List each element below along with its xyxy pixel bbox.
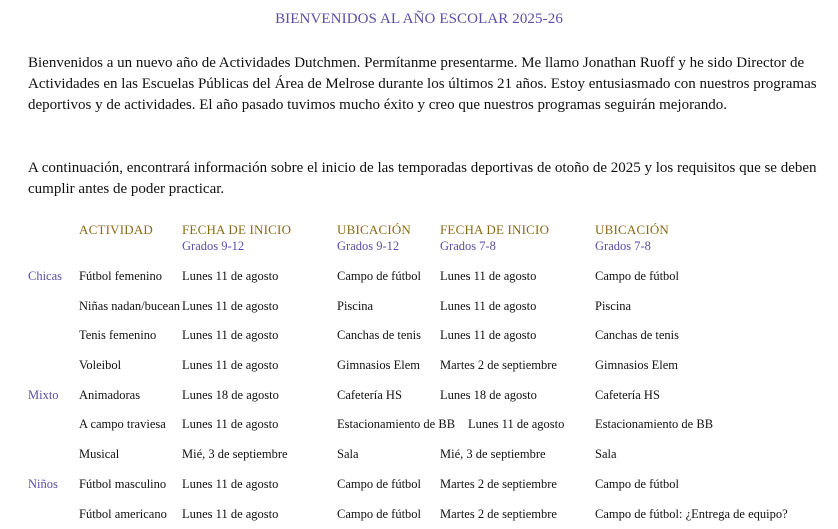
header-start-ms: FECHA DE INICIO Grados 7-8 [440,222,550,253]
start-hs-cell: Lunes 11 de agosto [182,269,279,283]
location-ms-cell: Piscina [595,299,632,313]
header-start-hs: FECHA DE INICIO Grados 9-12 [182,222,292,253]
table-row [0,325,838,345]
table-row [0,414,838,434]
location-ms-cell: Campo de fútbol [595,477,680,491]
header-location-ms: UBICACIÓN Grados 7-8 [595,222,670,253]
info-paragraph: A continuación, encontrará información sobre el inicio de las temporadas deportivas de otoño de 2025 y los requisitos que se deben cumplir antes de poder practicar. [28,160,817,197]
start-ms-cell: Martes 2 de septiembre [440,358,557,372]
location-hs-cell: Piscina [337,299,374,313]
group-label: Niños [28,477,58,491]
location-hs-cell: Canchas de tenis [337,328,422,342]
table-row [0,504,838,524]
activity-cell: Animadoras [79,388,141,402]
start-ms-cell: Lunes 18 de agosto [440,388,537,402]
activity-cell: Fútbol masculino [79,477,167,491]
table-row [0,296,838,316]
start-hs-cell: Mié, 3 de septiembre [182,447,288,461]
location-hs-cell: Campo de fútbol [337,269,422,283]
location-hs-cell: Cafetería HS [337,388,402,402]
start-hs-cell: Lunes 11 de agosto [182,507,279,521]
header-activity: ACTIVIDAD [79,222,154,237]
table-row [0,474,838,494]
table-row [0,385,838,405]
activity-cell: Tenis femenino [79,328,157,342]
location-hs-cell: Gimnasios Elem [337,358,420,372]
start-ms-cell: Mié, 3 de septiembre [440,447,546,461]
table-row [0,266,838,286]
activity-cell: Musical [79,447,120,461]
location-ms-cell: Canchas de tenis [595,328,680,342]
activity-cell: A campo traviesa [79,417,166,431]
table-row [0,355,838,375]
header-location-hs: UBICACIÓN Grados 9-12 [337,222,412,253]
start-hs-cell: Lunes 11 de agosto [182,299,279,313]
start-ms-cell: Lunes 11 de agosto [468,417,565,431]
page-title: BIENVENIDOS AL AÑO ESCOLAR 2025-26 [275,11,563,27]
location-ms-cell: Campo de fútbol: ¿Entrega de equipo? [595,507,788,521]
start-hs-cell: Lunes 11 de agosto [182,417,279,431]
activity-cell: Niñas nadan/bucean [79,299,181,313]
start-ms-cell: Martes 2 de septiembre [440,507,557,521]
location-ms-cell: Cafetería HS [595,388,660,402]
group-label: Mixto [28,388,59,402]
start-hs-cell: Lunes 11 de agosto [182,477,279,491]
location-hs-cell: Estacionamiento de BB [337,417,456,431]
table-row [0,444,838,464]
start-ms-cell: Lunes 11 de agosto [440,299,537,313]
start-hs-cell: Lunes 18 de agosto [182,388,279,402]
location-ms-cell: Sala [595,447,617,461]
activity-cell: Fútbol femenino [79,269,162,283]
start-ms-cell: Martes 2 de septiembre [440,477,557,491]
location-ms-cell: Campo de fútbol [595,269,680,283]
location-hs-cell: Campo de fútbol [337,477,422,491]
activity-cell: Voleibol [79,358,122,372]
intro-paragraph: Bienvenidos a un nuevo año de Actividades Dutchmen. Permítanme presentarme. Me llamo Jonathan Ruoff y he sido Director de Actividades en las Escuelas Públicas del Área de Melrose durante los últimos 21 años. Estoy entusiasmado con nuestros programas deportivos y de actividades. El año pasado tuvimos mucho éxito y creo que nuestros programas seguirán mejorando. [28,55,817,113]
location-hs-cell: Campo de fútbol [337,507,422,521]
group-label: Chicas [28,269,63,283]
location-ms-cell: Gimnasios Elem [595,358,678,372]
location-ms-cell: Estacionamiento de BB [595,417,714,431]
location-hs-cell: Sala [337,447,359,461]
start-hs-cell: Lunes 11 de agosto [182,328,279,342]
start-hs-cell: Lunes 11 de agosto [182,358,279,372]
activity-cell: Fútbol americano [79,507,167,521]
start-ms-cell: Lunes 11 de agosto [440,328,537,342]
start-ms-cell: Lunes 11 de agosto [440,269,537,283]
